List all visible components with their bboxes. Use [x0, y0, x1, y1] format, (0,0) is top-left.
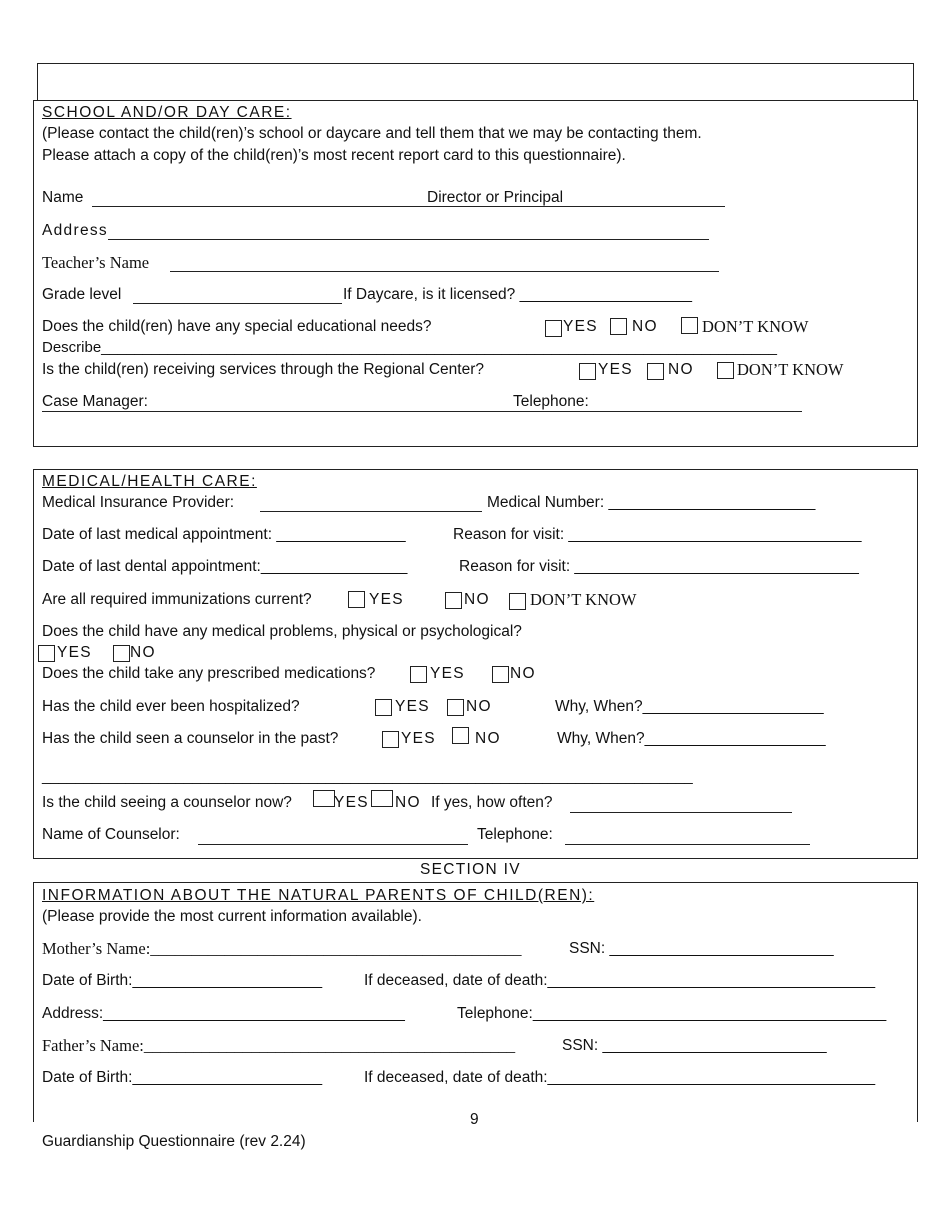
daycare-licensed-label: If Daycare, is it licensed? ____________________: [343, 286, 693, 303]
counselor-now-question: Is the child seeing a counselor now?: [42, 794, 292, 811]
medical-reason-for-visit: Reason for visit: __________________________________: [453, 526, 862, 543]
hospitalized-question: Has the child ever been hospitalized?: [42, 698, 300, 715]
prescribed-yes-checkbox[interactable]: [410, 666, 427, 683]
mother-dob-field[interactable]: Date of Birth:______________________: [42, 972, 323, 989]
school-name-label: Name: [42, 189, 84, 206]
father-ssn-field[interactable]: SSN: __________________________: [562, 1037, 827, 1054]
case-manager-field[interactable]: [42, 411, 802, 412]
counselor-now-no-checkbox[interactable]: [371, 790, 393, 807]
problems-no-checkbox[interactable]: [113, 645, 130, 662]
counselor-past-no-checkbox[interactable]: [452, 727, 469, 744]
regional-no-checkbox[interactable]: [647, 363, 664, 380]
father-dob-field[interactable]: Date of Birth:______________________: [42, 1069, 323, 1086]
prescribed-yes-label: YES: [430, 665, 465, 682]
counselor-past-yes-label: YES: [401, 730, 436, 747]
hospitalized-yes-label: YES: [395, 698, 430, 715]
case-manager-label: Case Manager:: [42, 393, 148, 410]
counselor-blank-line[interactable]: ______________________________________________________________________________: [42, 768, 693, 785]
father-name-field[interactable]: Father’s Name:_____________________________________________: [42, 1036, 516, 1055]
counselor-name-label: Name of Counselor:: [42, 826, 180, 843]
page-number: 9: [470, 1111, 479, 1128]
mother-name-field[interactable]: Mother’s Name:_____________________________________________: [42, 939, 522, 958]
how-often-field[interactable]: [570, 812, 792, 813]
school-address-label: Address: [42, 222, 108, 239]
parents-note: (Please provide the most current information available).: [42, 908, 422, 925]
school-note-2: Please attach a copy of the child(ren)’s most recent report card to this questionnaire).: [42, 147, 626, 164]
special-needs-yes-label: YES: [563, 318, 598, 335]
dental-reason-for-visit: Reason for visit: _________________________________: [459, 558, 859, 575]
immunizations-dontknow-label: DON’T KNOW: [530, 590, 637, 609]
immunizations-yes-checkbox[interactable]: [348, 591, 365, 608]
top-empty-box: [37, 63, 914, 101]
counselor-past-yes-checkbox[interactable]: [382, 731, 399, 748]
teacher-name-label: Teacher’s Name: [42, 253, 150, 272]
counselor-past-why-when: Why, When?_____________________: [557, 730, 826, 747]
regional-no-label: NO: [668, 361, 694, 378]
problems-yes-label: YES: [57, 644, 92, 661]
school-heading: SCHOOL AND/OR DAY CARE:: [42, 104, 292, 121]
special-needs-dontknow-checkbox[interactable]: [681, 317, 698, 334]
teacher-name-field[interactable]: [170, 271, 719, 272]
special-needs-no-label: NO: [632, 318, 658, 335]
hospitalized-no-label: NO: [466, 698, 492, 715]
medical-number-label: Medical Number: ________________________: [487, 494, 816, 511]
prescribed-no-label: NO: [510, 665, 536, 682]
counselor-now-yes-label: YES: [334, 794, 369, 811]
prescribed-no-checkbox[interactable]: [492, 666, 509, 683]
grade-level-field[interactable]: [133, 303, 342, 304]
immunizations-question: Are all required immunizations current?: [42, 591, 312, 608]
problems-no-label: NO: [130, 644, 156, 661]
special-needs-dontknow-label: DON’T KNOW: [702, 317, 809, 336]
counselor-telephone-label: Telephone:: [477, 826, 553, 843]
hospitalized-why-when: Why, When?_____________________: [555, 698, 824, 715]
parent-telephone-field[interactable]: Telephone:_________________________________________: [457, 1005, 887, 1022]
how-often-label: If yes, how often?: [431, 794, 553, 811]
regional-yes-checkbox[interactable]: [579, 363, 596, 380]
school-address-field[interactable]: [108, 239, 709, 240]
insurance-field[interactable]: [260, 511, 482, 512]
counselor-now-yes-checkbox[interactable]: [313, 790, 335, 807]
parents-heading: INFORMATION ABOUT THE NATURAL PARENTS OF CHILD(REN):: [42, 887, 595, 904]
last-dental-appointment: Date of last dental appointment:_________________: [42, 558, 408, 575]
regional-yes-label: YES: [598, 361, 633, 378]
grade-level-label: Grade level: [42, 286, 122, 303]
regional-dontknow-checkbox[interactable]: [717, 362, 734, 379]
medical-problems-question: Does the child have any medical problems, physical or psychological?: [42, 623, 522, 640]
director-label: Director or Principal: [427, 189, 564, 206]
special-needs-yes-checkbox[interactable]: [545, 320, 562, 337]
hospitalized-no-checkbox[interactable]: [447, 699, 464, 716]
section-iv-title: SECTION IV: [420, 861, 521, 878]
immunizations-no-label: NO: [464, 591, 490, 608]
immunizations-yes-label: YES: [369, 591, 404, 608]
immunizations-dontknow-checkbox[interactable]: [509, 593, 526, 610]
school-name-field[interactable]: [92, 206, 725, 207]
counselor-now-no-label: NO: [395, 794, 421, 811]
special-needs-question: Does the child(ren) have any special educational needs?: [42, 318, 432, 335]
counselor-past-no-label: NO: [475, 730, 501, 747]
problems-yes-checkbox[interactable]: [38, 645, 55, 662]
mother-ssn-field[interactable]: SSN: __________________________: [569, 940, 834, 957]
father-deceased-field[interactable]: If deceased, date of death:______________________________________: [364, 1069, 876, 1086]
insurance-label: Medical Insurance Provider:: [42, 494, 235, 511]
immunizations-no-checkbox[interactable]: [445, 592, 462, 609]
counselor-past-question: Has the child seen a counselor in the past?: [42, 730, 339, 747]
regional-center-question: Is the child(ren) receiving services through the Regional Center?: [42, 361, 484, 378]
regional-dontknow-label: DON’T KNOW: [737, 360, 844, 379]
counselor-telephone-field[interactable]: [565, 844, 810, 845]
prescribed-medications-question: Does the child take any prescribed medications?: [42, 665, 376, 682]
medical-heading: MEDICAL/HEALTH CARE:: [42, 473, 257, 490]
document-title: Guardianship Questionnaire (rev 2.24): [42, 1133, 306, 1150]
describe-line[interactable]: Describe_________________________________________________________________________________: [42, 339, 777, 356]
counselor-name-field[interactable]: [198, 844, 468, 845]
school-note-1: (Please contact the child(ren)’s school or daycare and tell them that we may be contacting them.: [42, 125, 702, 142]
hospitalized-yes-checkbox[interactable]: [375, 699, 392, 716]
case-manager-telephone-label: Telephone:: [513, 393, 589, 410]
last-medical-appointment: Date of last medical appointment: _______________: [42, 526, 406, 543]
special-needs-no-checkbox[interactable]: [610, 318, 627, 335]
mother-deceased-field[interactable]: If deceased, date of death:______________________________________: [364, 972, 876, 989]
parent-address-field[interactable]: Address:___________________________________: [42, 1005, 405, 1022]
